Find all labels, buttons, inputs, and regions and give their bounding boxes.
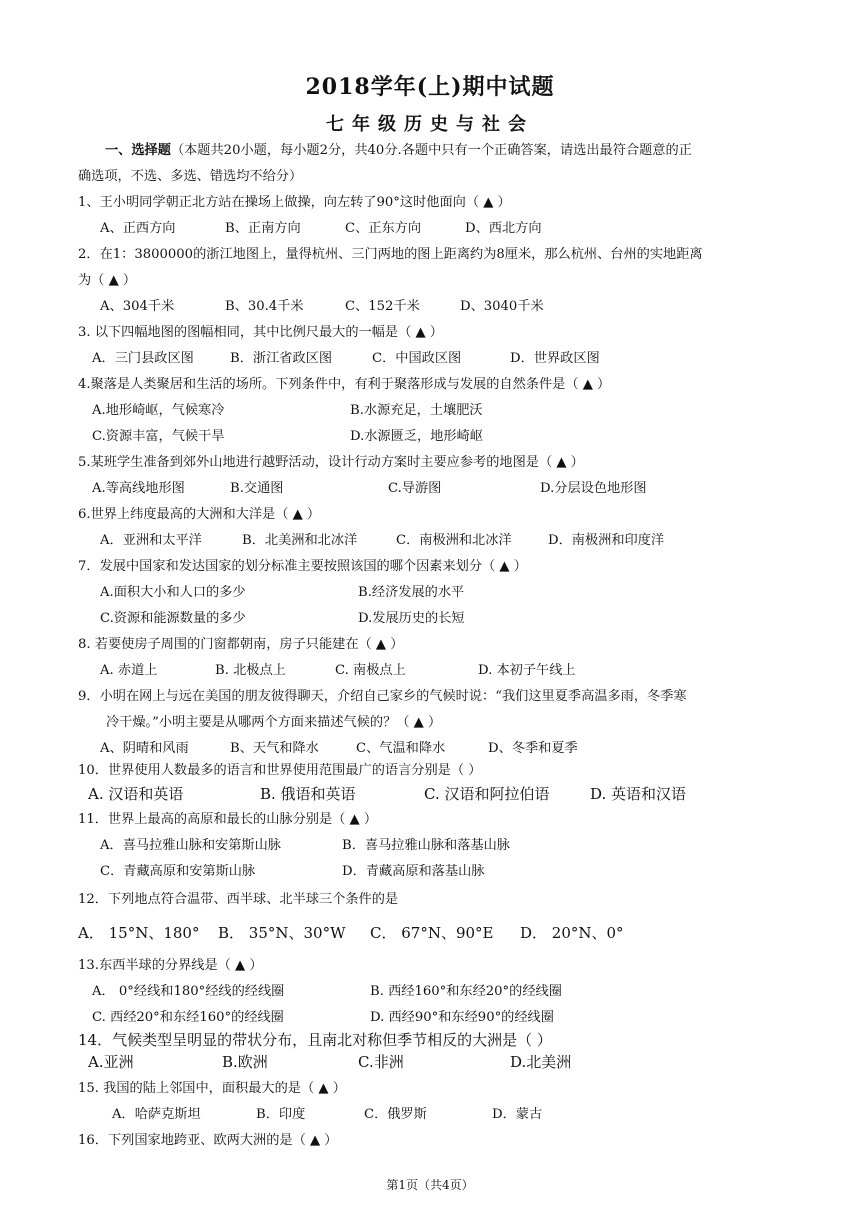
question-13-option-b: B. 西经160°和东经20°的经线圈 xyxy=(370,984,562,999)
question-7-option-b: B.经济发展的水平 xyxy=(358,585,465,600)
question-2-stem-line-2: 为（ ▲ ） xyxy=(78,273,137,288)
question-5-option-d: D.分层设色地形图 xyxy=(540,481,647,496)
question-6-option-a: A．亚洲和太平洋 xyxy=(100,533,202,548)
question-3-option-b: B．浙江省政区图 xyxy=(230,351,333,366)
question-12-option-a: A． 15°N、180° xyxy=(78,924,200,942)
section-instructions-line-1 xyxy=(105,142,692,160)
question-7-option-c: C.资源和能源数量的多少 xyxy=(100,611,246,626)
question-1-option-a: A、正西方向 xyxy=(100,221,176,236)
question-11-option-c: C．青藏高原和安第斯山脉 xyxy=(100,864,256,879)
question-2-option-a: A、304千米 xyxy=(100,299,175,314)
question-15-option-b: B．印度 xyxy=(256,1107,306,1122)
question-8-option-b: B. 北极点上 xyxy=(215,663,286,678)
page-footer: 第1页（共4页） xyxy=(386,1178,474,1192)
question-15-stem: 15. 我国的陆上邻国中，面积最大的是（ ▲ ） xyxy=(78,1081,346,1096)
question-7-option-a: A.面积大小和人口的多少 xyxy=(100,585,246,600)
question-11-option-a: A．喜马拉雅山脉和安第斯山脉 xyxy=(100,838,281,853)
section-instructions-text: （本题共20小题，每小题2分，共40分.各题中只有一个正确答案，请选出最符合题意的正 xyxy=(170,143,692,158)
question-14-option-c: C.非洲 xyxy=(358,1053,404,1071)
question-9-option-d: D、冬季和夏季 xyxy=(488,741,578,756)
question-12-option-c: C． 67°N、90°E xyxy=(370,924,494,942)
question-14-option-d: D.北美洲 xyxy=(510,1053,572,1071)
question-10-option-b: B. 俄语和英语 xyxy=(260,785,356,803)
question-10-stem: 10．世界使用人数最多的语言和世界使用范围最广的语言分别是（ ） xyxy=(78,763,482,778)
question-3-option-d: D．世界政区图 xyxy=(510,351,600,366)
question-9-option-a: A、阴晴和风雨 xyxy=(100,741,189,756)
question-5-option-c: C.导游图 xyxy=(388,481,442,496)
question-13-option-a: A． 0°经线和180°经线的经线圈 xyxy=(92,984,285,999)
question-1-stem: 1、王小明同学朝正北方站在操场上做操，向左转了90°这时他面向（ ▲ ） xyxy=(78,195,511,210)
question-5-option-a: A.等高线地形图 xyxy=(92,481,185,496)
question-7-stem: 7．发展中国家和发达国家的划分标准主要按照该国的哪个因素来划分（ ▲ ） xyxy=(78,559,527,574)
question-2-option-c: C、152千米 xyxy=(345,299,420,314)
question-4-option-a: A.地形崎岖，气候寒冷 xyxy=(92,403,225,418)
page-subtitle: 七年级历史与社会 xyxy=(326,114,534,135)
question-8-option-a: A. 赤道上 xyxy=(100,663,158,678)
question-3-option-a: A．三门县政区图 xyxy=(92,351,194,366)
question-11-option-d: D．青藏高原和落基山脉 xyxy=(342,864,485,879)
question-6-option-b: B．北美洲和北冰洋 xyxy=(242,533,358,548)
question-3-option-c: C．中国政区图 xyxy=(372,351,462,366)
page-title: 2018学年(上)期中试题 xyxy=(305,74,555,100)
question-6-option-c: C．南极洲和北冰洋 xyxy=(396,533,512,548)
question-4-option-b: B.水源充足，土壤肥沃 xyxy=(350,403,483,418)
question-6-option-d: D．南极洲和印度洋 xyxy=(548,533,665,548)
question-12-option-b: B． 35°N、30°W xyxy=(218,924,346,942)
question-11-stem: 11．世界上最高的高原和最长的山脉分别是（ ▲ ） xyxy=(78,812,378,827)
section-instructions-line-2: 确选项，不选、多选、错选均不给分） xyxy=(78,169,303,184)
question-10-option-a: A. 汉语和英语 xyxy=(88,785,184,803)
question-16-stem: 16．下列国家地跨亚、欧两大洲的是（ ▲ ） xyxy=(78,1133,338,1148)
question-10-option-c: C. 汉语和阿拉伯语 xyxy=(424,785,550,803)
question-9-option-b: B、天气和降水 xyxy=(230,741,319,756)
question-4-option-d: D.水源匮乏，地形崎岖 xyxy=(350,429,483,444)
question-4-option-c: C.资源丰富，气候干旱 xyxy=(92,429,225,444)
question-8-option-d: D. 本初子午线上 xyxy=(478,663,576,678)
question-9-stem-line-2: 冷干燥。”小明主要是从哪两个方面来描述气候的？（ ▲ ） xyxy=(106,715,442,730)
question-10-option-d: D. 英语和汉语 xyxy=(590,785,687,803)
section-heading: 一、选择题 xyxy=(105,143,171,158)
question-14-option-b: B.欧洲 xyxy=(222,1053,268,1071)
question-13-option-d: D. 西经90°和东经90°的经线圈 xyxy=(370,1010,554,1025)
question-13-stem: 13.东西半球的分界线是（ ▲ ） xyxy=(78,958,263,973)
question-9-option-c: C、气温和降水 xyxy=(356,741,446,756)
question-1-option-c: C、正东方向 xyxy=(345,221,422,236)
question-1-option-b: B、正南方向 xyxy=(225,221,301,236)
question-15-option-a: A．哈萨克斯坦 xyxy=(112,1107,201,1122)
question-12-stem: 12．下列地点符合温带、西半球、北半球三个条件的是 xyxy=(78,892,399,907)
question-5-stem: 5.某班学生准备到郊外山地进行越野活动，设计行动方案时主要应参考的地图是（ ▲ ） xyxy=(78,455,584,470)
question-3-stem: 3. 以下四幅地图的图幅相同，其中比例尺最大的一幅是（ ▲ ） xyxy=(78,325,443,340)
question-5-option-b: B.交通图 xyxy=(230,481,284,496)
question-8-option-c: C. 南极点上 xyxy=(335,663,406,678)
question-8-stem: 8. 若要使房子周围的门窗都朝南，房子只能建在（ ▲ ） xyxy=(78,637,404,652)
question-2-option-d: D、3040千米 xyxy=(460,299,544,314)
question-1-option-d: D、西北方向 xyxy=(465,221,542,236)
question-12-option-d: D． 20°N、0° xyxy=(520,924,624,942)
question-9-stem-line-1: 9．小明在网上与远在美国的朋友彼得聊天，介绍自己家乡的气候时说：“我们这里夏季高温多雨，冬季寒 xyxy=(78,689,687,704)
question-15-option-c: C．俄罗斯 xyxy=(364,1107,427,1122)
question-4-stem: 4.聚落是人类聚居和生活的场所。下列条件中，有利于聚落形成与发展的自然条件是（ ▲ ） xyxy=(78,377,611,392)
question-7-option-d: D.发展历史的长短 xyxy=(358,611,465,626)
question-15-option-d: D．蒙古 xyxy=(492,1107,543,1122)
question-2-stem-line-1: 2．在1：3800000的浙江地图上，量得杭州、三门两地的图上距离约为8厘米，那么杭州、台州的实地距离 xyxy=(78,247,703,262)
question-11-option-b: B．喜马拉雅山脉和落基山脉 xyxy=(342,838,510,853)
question-14-option-a: A.亚洲 xyxy=(88,1053,134,1071)
question-14-stem: 14．气候类型呈明显的带状分布，且南北对称但季节相反的大洲是（ ） xyxy=(78,1031,552,1049)
question-6-stem: 6.世界上纬度最高的大洲和大洋是（ ▲ ） xyxy=(78,507,321,522)
question-13-option-c: C. 西经20°和东经160°的经线圈 xyxy=(92,1010,284,1025)
question-2-option-b: B、30.4千米 xyxy=(225,299,304,314)
